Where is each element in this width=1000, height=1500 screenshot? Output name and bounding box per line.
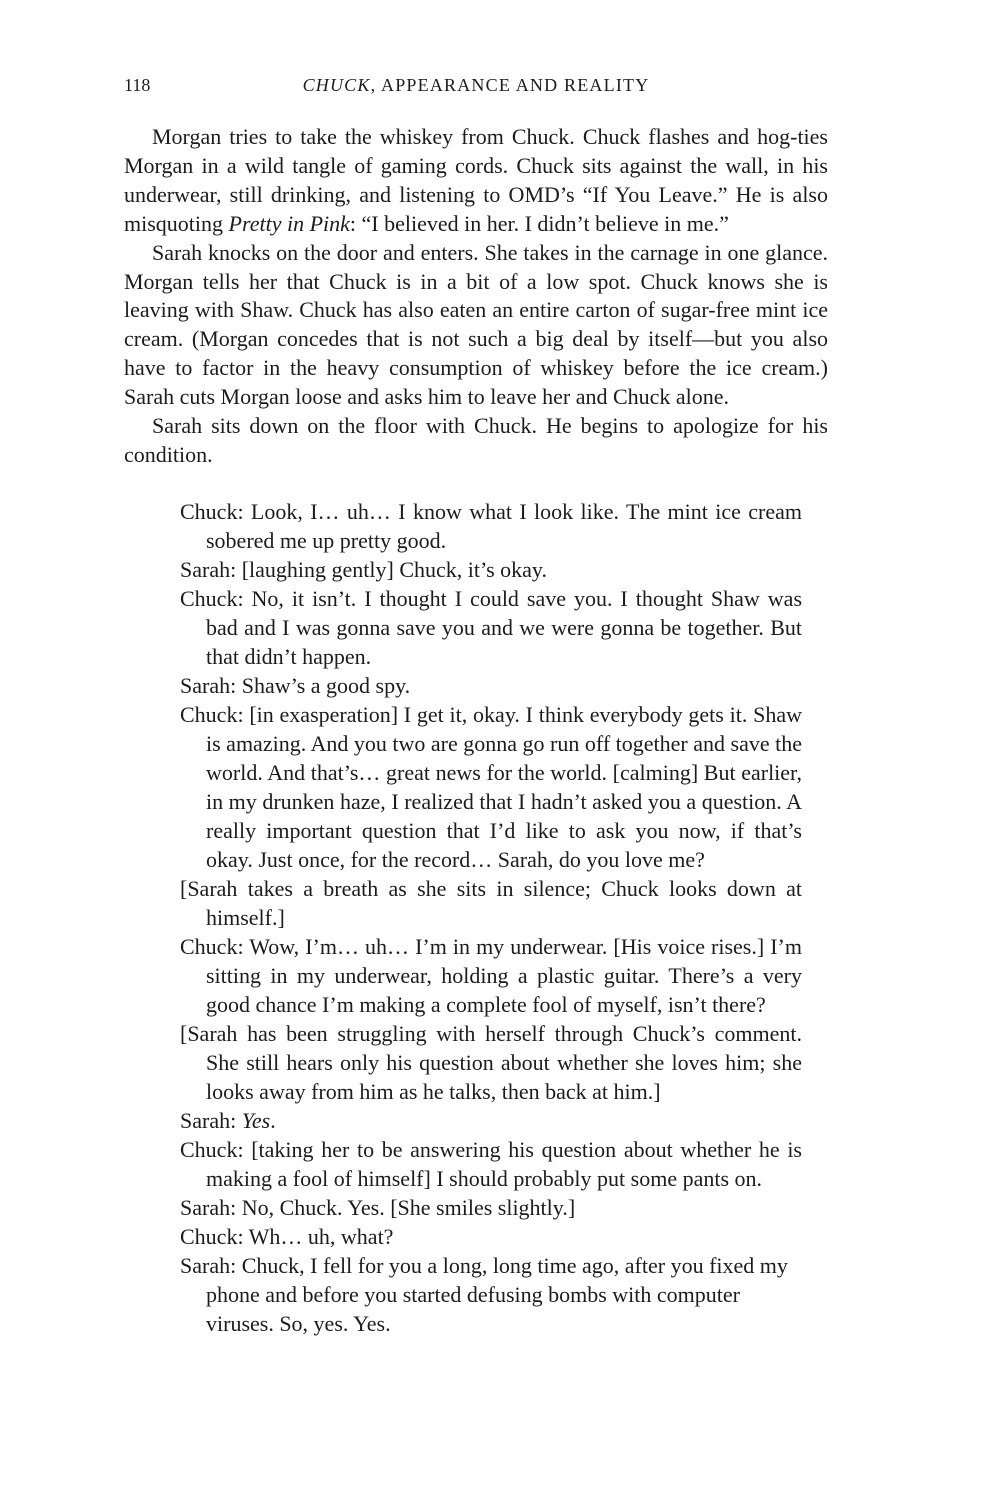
stage-direction: [Sarah has been struggling with herself through Chuck’s comment. She still hears only his question about whether she loves him; she looks away from him as he talks, then back at him.]: [180, 1021, 802, 1104]
punctuation: .: [270, 1108, 276, 1133]
film-title: Pretty in Pink: [228, 210, 350, 236]
running-title: [124, 70, 828, 100]
dialogue-line: Sarah: Shaw’s a good spy.: [180, 673, 411, 698]
dialogue-line: Chuck: [in exasperation] I get it, okay. I think everybody gets it. Shaw is amazing. And you two are gonna go run off together and save the world. And that’s… great news for the world. [calming] But earlier, in my drunken haze, I realized that I hadn’t asked you a question. A really important question that I’d like to ask you now, if that’s okay. Just once, for the record… Sarah, do you love me?: [180, 702, 802, 872]
dialogue-line: Sarah: Chuck, I fell for you a long, long time ago, after you fixed my phone and before you started defusing bombs with computer viruses. So, yes. Yes.: [180, 1253, 788, 1336]
stage-direction: [Sarah takes a breath as she sits in silence; Chuck looks down at himself.]: [180, 876, 802, 930]
emphasis: Yes: [241, 1108, 271, 1133]
dialogue-line: Chuck: Wow, I’m… uh… I’m in my underwear. [His voice rises.] I’m sitting in my underwear, holding a plastic guitar. There’s a very good chance I’m making a complete fool of myself, isn’t there?: [180, 934, 802, 1017]
paragraph: Sarah sits down on the floor with Chuck. He begins to apologize for his condition.: [124, 413, 828, 467]
running-head: [124, 70, 828, 100]
paragraph: [124, 123, 828, 239]
body-text: [124, 123, 828, 470]
dialogue-line: [180, 1106, 802, 1135]
paragraph-text: Morgan tries to take the whiskey from Chuck. Chuck flashes and hog-ties Morgan in a wild tangle of gaming cords. Chuck sits against the wall, in his underwear, still drinking, and listening to OMD’s “If You Leave.” He is also misquoting: [124, 124, 828, 236]
dialogue-line: Sarah: No, Chuck. Yes. [She smiles slightly.]: [180, 1195, 576, 1220]
running-title-italic: CHUCK: [302, 75, 371, 95]
speaker-label: Sarah:: [180, 1108, 242, 1133]
dialogue-line: Chuck: Wh… uh, what?: [180, 1224, 394, 1249]
page-number: 118: [124, 75, 151, 95]
running-title-rest: , APPEARANCE AND REALITY: [370, 75, 650, 95]
dialogue-block: [180, 497, 802, 1338]
dialogue-line: Chuck: Look, I… uh… I know what I look like. The mint ice cream sobered me up pretty good.: [180, 499, 802, 553]
dialogue-line: Chuck: No, it isn’t. I thought I could save you. I thought Shaw was bad and I was gonna save you and we were gonna be together. But that didn’t happen.: [180, 586, 802, 669]
paragraph-text: : “I believed in her. I didn’t believe in me.”: [349, 210, 729, 236]
paragraph: Sarah knocks on the door and enters. She takes in the carnage in one glance. Morgan tells her that Chuck is in a bit of a low spot. Chuck knows she is leaving with Shaw. Chuck has also eaten an entire carton of sugar-free mint ice cream. (Morgan concedes that is not such a big deal by itself—but you also have to factor in the heavy consumption of whiskey before the ice cream.) Sarah cuts Morgan loose and asks him to leave her and Chuck alone.: [124, 239, 828, 410]
dialogue-line: Chuck: [taking her to be answering his question about whether he is making a fool of himself] I should probably put some pants on.: [180, 1137, 802, 1191]
dialogue-line: Sarah: [laughing gently] Chuck, it’s okay.: [180, 557, 548, 582]
